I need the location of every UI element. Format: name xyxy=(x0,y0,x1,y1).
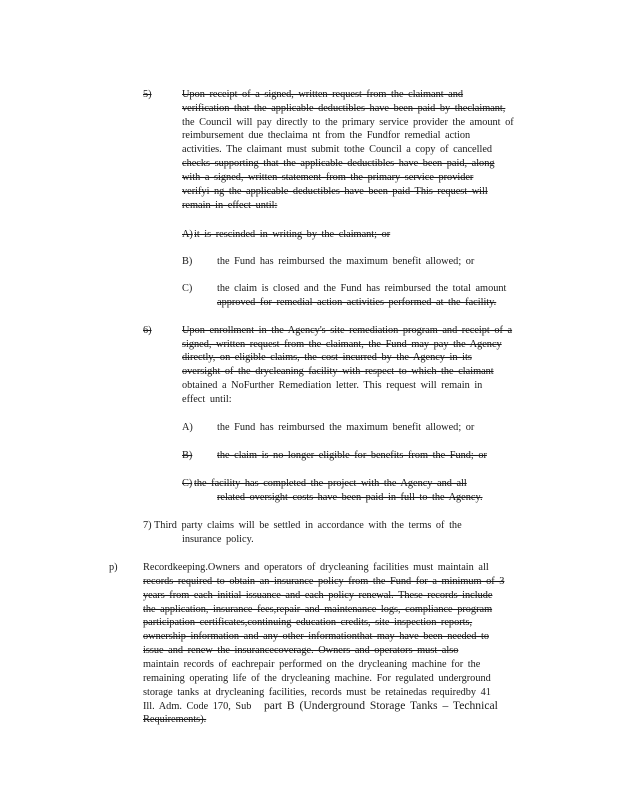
item-5-line: remain in effect until: xyxy=(182,200,278,211)
item-5-line: the Council will pay directly to the primary service provider the amount of xyxy=(182,117,514,128)
item-5b-label: B) xyxy=(182,256,193,267)
item-5-line: checks supporting that the applicable deductibles have been paid, along xyxy=(182,158,495,169)
item-p-line: Ill. Adm. Code 170, Sub xyxy=(143,701,252,712)
item-5a-text: it is rescinded in writing by the claimant; or xyxy=(194,229,391,240)
item-6b-label: B) xyxy=(182,450,193,461)
item-p-line: the application, insurance fees,repair and maintenance logs, compliance program xyxy=(143,604,493,615)
item-5-line: reimbursement due theclaima nt from the Fundfor remedial action xyxy=(182,130,471,141)
item-5c-label: C) xyxy=(182,283,193,294)
item-p-line: years from each initial issuance and each policy renewal. These records include xyxy=(143,590,493,601)
item-5-label: 5) xyxy=(143,89,152,100)
item-5-line: verification that the applicable deductibles have been paid by theclaimant, xyxy=(182,103,506,114)
item-p-line: Requirements). xyxy=(143,714,207,725)
item-p-line: Recordkeeping.Owners and operators of drycleaning facilities must maintain all xyxy=(143,562,489,573)
item-6-line: obtained a NoFurther Remediation letter. This request will remain in xyxy=(182,380,483,391)
item-5-line: verifyi ng the applicable deductibles have been paid This request will xyxy=(182,186,488,197)
item-p-line: storage tanks at drycleaning facilities, records must be retainedas requiredby 41 xyxy=(143,687,491,698)
item-5-line: activities. The claimant must submit tothe Council a copy of cancelled xyxy=(182,144,493,155)
item-5c-text: approved for remedial action activities performed at the facility. xyxy=(217,297,497,308)
item-7-label: 7) xyxy=(143,520,152,531)
item-p-line: ownership information and any other informationthat may have been needed to xyxy=(143,631,489,642)
item-p-label: p) xyxy=(109,562,118,573)
item-p-line: part B (Underground Storage Tanks – Technical xyxy=(264,699,498,712)
item-6-line: oversight of the drycleaning facility with respect to which the claimant xyxy=(182,366,494,377)
item-5b-text: the Fund has reimbursed the maximum benefit allowed; or xyxy=(217,256,475,267)
item-6-line: directly, on eligible claims, the cost incurred by the Agency in its xyxy=(182,352,472,363)
item-6c-label: C) xyxy=(182,478,193,489)
item-7-line: Third party claims will be settled in accordance with the terms of the xyxy=(154,520,462,531)
item-5c-text: the claim is closed and the Fund has reimbursed the total amount xyxy=(217,283,507,294)
item-p-line: records required to obtain an insurance policy from the Fund for a minimum of 3 xyxy=(143,576,505,587)
item-6-line: effect until: xyxy=(182,394,232,405)
item-6a-text: the Fund has reimbursed the maximum benefit allowed; or xyxy=(217,422,475,433)
item-6c-text: the facility has completed the project with the Agency and all xyxy=(194,478,467,489)
item-6-line: signed, written request from the claimant, the Fund may pay the Agency xyxy=(182,339,502,350)
item-6c-text: related oversight costs have been paid in full to the Agency. xyxy=(217,492,483,503)
item-6-label: 6) xyxy=(143,325,152,336)
item-6a-label: A) xyxy=(182,422,193,433)
item-5-line: Upon receipt of a signed, written request from the claimant and xyxy=(182,89,464,100)
item-5-line: with a signed, written statement from the primary service provider xyxy=(182,172,474,183)
item-p-line: issue and renew the insurancecoverage. Owners and operators must also xyxy=(143,645,459,656)
item-p-line: participation certificates,continuing education credits, site inspection reports, xyxy=(143,617,473,628)
item-6-line: Upon enrollment in the Agency's site remediation program and receipt of a xyxy=(182,325,513,336)
item-5a-label: A) xyxy=(182,229,193,240)
item-7-line: insurance policy. xyxy=(182,534,254,545)
item-p-line: remaining operating life of the drycleaning machine. For regulated underground xyxy=(143,673,491,684)
item-6b-text: the claim is no longer eligible for benefits from the Fund; or xyxy=(217,450,487,461)
item-p-line: maintain records of eachrepair performed on the drycleaning machine for the xyxy=(143,659,481,670)
